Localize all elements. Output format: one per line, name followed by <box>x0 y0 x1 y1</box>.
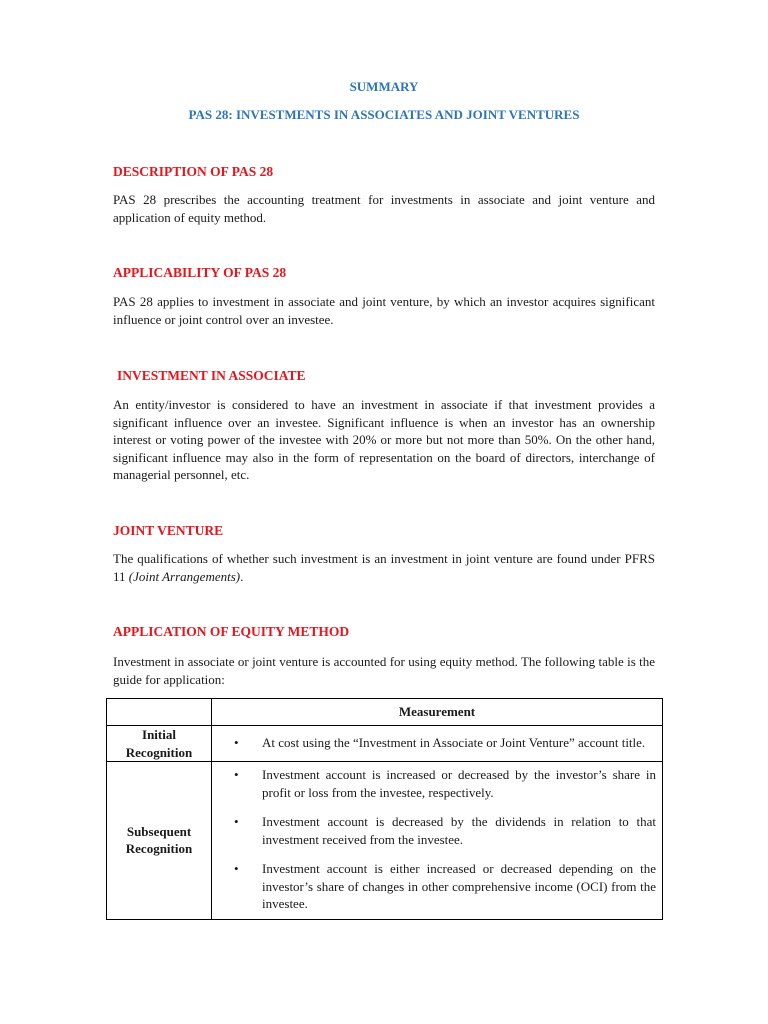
initial-bullet-list <box>212 730 662 758</box>
initial-label-line2: Recognition <box>125 744 193 760</box>
equity-method-heading: APPLICATION OF EQUITY METHOD <box>113 624 350 639</box>
subsequent-label-line2: Recognition <box>125 841 193 857</box>
joint-venture-text-italic: (Joint Arrangements) <box>128 568 241 584</box>
list-item: • Investment account is decreased by the dividends in relation to that investment received from the investee. <box>234 813 656 848</box>
summary-title: SUMMARY <box>349 79 419 94</box>
description-heading: DESCRIPTION OF PAS 28 <box>113 164 274 179</box>
table-header-row <box>107 699 663 726</box>
associate-heading: INVESTMENT IN ASSOCIATE <box>117 368 306 383</box>
equity-method-text: Investment in associate or joint venture is accounted for using equity method. The following table is the guide for application: <box>113 654 655 687</box>
document-subtitle: PAS 28: INVESTMENTS IN ASSOCIATES AND JOINT VENTURES <box>188 107 580 122</box>
list-item: • At cost using the “Investment in Associate or Joint Venture” account title. <box>234 734 656 752</box>
joint-venture-text-end: . <box>240 568 244 584</box>
joint-venture-text-main: The qualifications of whether such investment is an investment in joint venture are found under PFRS 11 <box>113 551 655 584</box>
table-row-subsequent <box>107 762 663 920</box>
subsequent-label-line1: Subsequent <box>126 823 192 839</box>
subsequent-recognition-label <box>107 762 212 920</box>
subsequent-recognition-measurement <box>212 762 663 920</box>
joint-venture-heading: JOINT VENTURE <box>113 523 224 538</box>
applicability-text: PAS 28 applies to investment in associate and joint venture, by which an investor acquires significant influence or joint control over an investee. <box>113 294 655 327</box>
equity-method-table <box>106 698 663 920</box>
joint-venture-text <box>113 550 655 585</box>
associate-text: An entity/investor is considered to have an investment in associate if that investment provides a significant influence over an investee. Significant influence is when an investor has an ownership interest or voting power of the investee with 20% or more but not more than 50%. On the other hand, significant influence may also in the form of representation on the board of directors, interchange of managerial personnel, etc. <box>113 397 655 482</box>
list-item: • Investment account is either increased or decreased depending on the investor’s share of changes in other comprehensive income (OCI) from the investee. <box>234 860 656 913</box>
initial-recognition-measurement <box>212 726 663 762</box>
table-row-initial <box>107 726 663 762</box>
initial-recognition-label <box>107 726 212 762</box>
initial-label-line1: Initial <box>142 727 176 742</box>
list-item: • Investment account is increased or decreased by the investor’s share in profit or loss from the investee, respectively. <box>234 766 656 801</box>
table-header-measurement: Measurement <box>212 699 663 726</box>
applicability-heading: APPLICABILITY OF PAS 28 <box>113 265 287 280</box>
subsequent-bullet-list <box>212 762 662 919</box>
description-text: PAS 28 prescribes the accounting treatment for investments in associate and joint venture and application of equity method. <box>113 192 655 225</box>
table-header-blank <box>107 699 212 726</box>
